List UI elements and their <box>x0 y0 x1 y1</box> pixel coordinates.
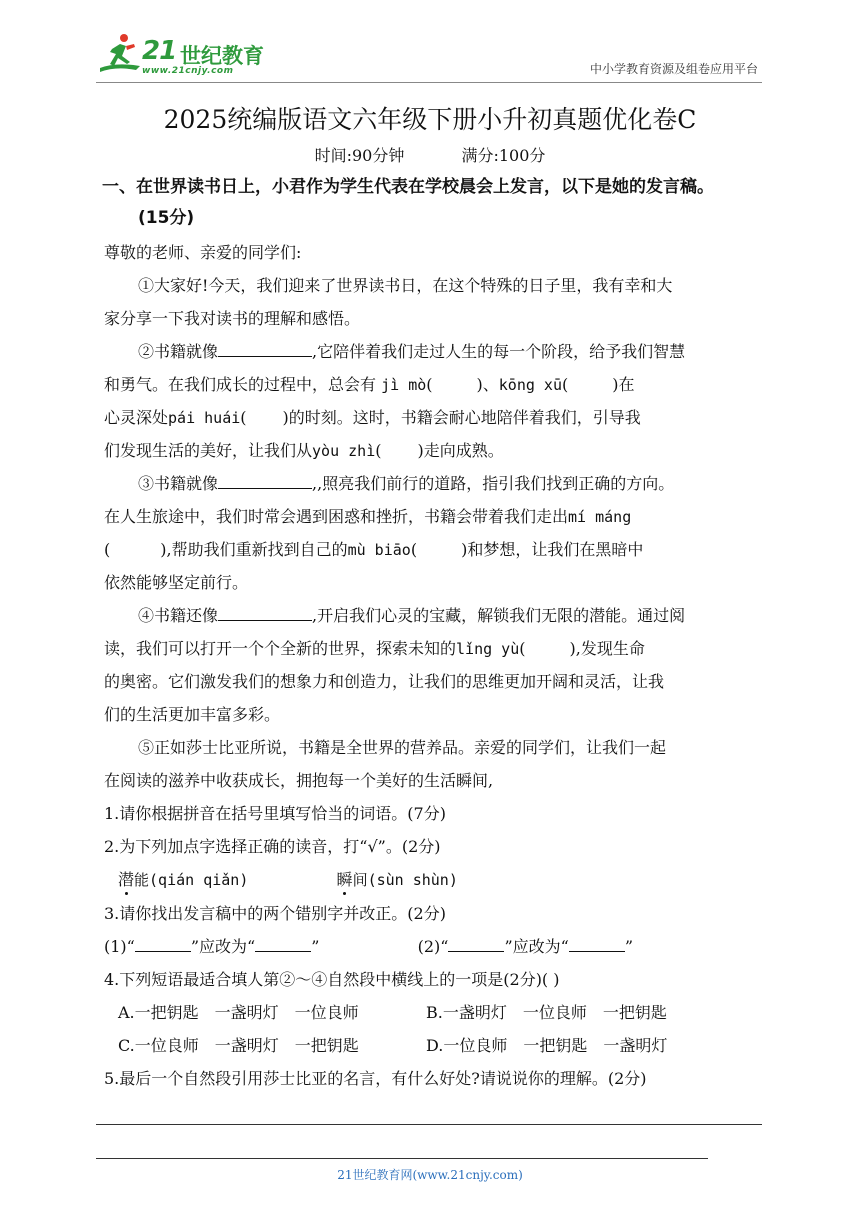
option-c[interactable]: C.一位良师 一盏明灯 一把钥匙 <box>118 1036 359 1055</box>
pinyin: kōng xū <box>498 376 562 394</box>
text: 在人生旅途中，我们时常会遇到困惑和挫折，书籍会带着我们走出 <box>104 507 569 526</box>
answer-line[interactable] <box>96 1124 762 1125</box>
section-heading: 一、在世界读书日上，小君作为学生代表在学校晨会上发言，以下是她的发言稿。 <box>102 177 714 197</box>
text: ”应改为“ <box>190 937 256 956</box>
section-points: (15分) <box>138 208 195 228</box>
pinyin: pái huái <box>168 409 241 427</box>
pinyin: lǐng yù <box>456 640 520 658</box>
paragraph-4-line-4: 们的生活更加丰富多彩。 <box>104 705 281 724</box>
text: ”应改为“ <box>504 937 569 956</box>
pronunciation-choice[interactable]: 间(sùn shùn) <box>352 871 458 889</box>
logo-text: 世纪教育 <box>180 44 264 68</box>
paragraph-1-line-1: ①大家好!今天，我们迎来了世界读书日，在这个特殊的日子里，我有幸和大 <box>138 276 673 295</box>
question-4: 4.下列短语最适合填人第②～④自然段中横线上的一项是(2分)( ) <box>104 970 560 989</box>
logo-url: www.21cnjy.com <box>142 66 234 76</box>
text: 们发现生活的美好，让我们从 <box>104 441 313 460</box>
text: (1)“ <box>104 937 135 956</box>
paragraph-3-line-3: ( ),帮助我们重新找到自己的mù biāo( )和梦想，让我们在黑暗中 <box>104 540 644 559</box>
question-1: 1.请你根据拼音在括号里填写恰当的词语。(7分) <box>104 804 446 823</box>
paragraph-4-line-3: 的奥密。它们激发我们的想象力和创造力，让我们的思维更加开阔和灵活，让我 <box>104 672 665 691</box>
full-score: 满分:100分 <box>461 146 546 165</box>
text: ,帮助我们重新找到自己的 <box>166 540 348 559</box>
text: ②书籍就像 <box>138 342 219 361</box>
pinyin: jì mò <box>381 376 427 394</box>
text: 在 <box>618 375 635 394</box>
option-d[interactable]: D.一位良师 一把钥匙 一盏明灯 <box>426 1036 668 1055</box>
option-a[interactable]: A.一把钥匙 一盏明灯 一位良师 <box>118 1003 359 1022</box>
question-3: 3.请你找出发言稿中的两个错别字并改正。(2分) <box>104 904 446 923</box>
text: ” <box>624 937 633 956</box>
pinyin: mí máng <box>568 508 632 526</box>
footer-link[interactable]: 21世纪教育网(www.21cnjy.com) <box>337 1168 523 1182</box>
fill-blank[interactable] <box>448 937 504 952</box>
text: (2)“ <box>417 937 449 956</box>
runner-logo-icon <box>96 32 144 78</box>
paragraph-5-line-2: 在阅读的滋养中收获成长，拥抱每一个美好的生活瞬间, <box>104 771 494 790</box>
paragraph-2-line-3: 心灵深处pái huái( )的时刻。这时，书籍会耐心地陪伴着我们，引导我 <box>104 408 641 427</box>
footer-divider <box>96 1158 708 1159</box>
fill-blank[interactable] <box>218 342 312 357</box>
platform-name: 中小学教育资源及组卷应用平台 <box>589 62 758 76</box>
paragraph-1-line-2: 家分享一下我对读书的理解和感悟。 <box>104 309 361 328</box>
text: 走向成熟。 <box>423 441 504 460</box>
text: ” <box>311 937 320 956</box>
paragraph-2-line-1 <box>138 341 685 363</box>
logo-number: 21 <box>142 36 177 66</box>
text: 和梦想，让我们在黑暗中 <box>467 540 644 559</box>
question-5: 5.最后一个自然段引用莎士比亚的名言，有什么好处?请说说你的理解。(2分) <box>104 1069 647 1088</box>
pronunciation-choice[interactable]: 能(qián qiǎn) <box>134 871 249 889</box>
greeting: 尊敬的老师、亲爱的同学们: <box>104 243 302 262</box>
text: ,开启我们心灵的宝藏，解锁我们无限的潜能。通过阅 <box>312 606 686 625</box>
fill-blank[interactable] <box>218 474 312 489</box>
exam-info <box>0 143 860 166</box>
paragraph-5-line-1: ⑤正如莎士比亚所说，书籍是全世界的营养品。亲爱的同学们，让我们一起 <box>138 738 667 757</box>
dotted-char: 瞬 <box>336 870 353 889</box>
page-title: 2025统编版语文六年级下册小升初真题优化卷C <box>163 105 697 134</box>
text: ③书籍就像 <box>138 474 219 493</box>
text: 心灵深处 <box>104 408 169 427</box>
question-2-options <box>118 869 458 891</box>
logo <box>96 32 266 78</box>
time-limit: 时间:90分钟 <box>314 146 405 165</box>
text: ,发现生命 <box>575 639 645 658</box>
paragraph-2-line-2: 和勇气。在我们成长的过程中，总会有 jì mò( )、kōng xū( )在 <box>104 375 635 394</box>
fill-blank[interactable] <box>218 606 312 621</box>
pinyin: yòu zhì <box>312 442 376 460</box>
question-3-blanks <box>104 936 633 958</box>
page-header <box>96 30 762 83</box>
fill-blank[interactable] <box>255 937 311 952</box>
text: ④书籍还像 <box>138 606 219 625</box>
paragraph-3-line-1 <box>138 473 674 495</box>
paragraph-4-line-2: 读，我们可以打开一个个全新的世界，探索未知的lǐng yù( ),发现生命 <box>104 639 645 658</box>
text: ,,照亮我们前行的道路，指引我们找到正确的方向。 <box>312 474 675 493</box>
pinyin: mù biāo <box>347 541 411 559</box>
text: 和勇气。在我们成长的过程中，总会有 <box>104 375 377 394</box>
paragraph-4-line-1 <box>138 605 685 627</box>
paragraph-3-line-2 <box>104 506 631 528</box>
fill-blank[interactable] <box>569 937 625 952</box>
dotted-char: 潜 <box>118 870 135 889</box>
text: 的时刻。这时，书籍会耐心地陪伴着我们，引导我 <box>288 408 641 427</box>
text: 、 <box>482 375 499 394</box>
option-b[interactable]: B.一盏明灯 一位良师 一把钥匙 <box>426 1003 667 1022</box>
paragraph-3-line-4: 依然能够坚定前行。 <box>104 573 249 592</box>
paragraph-2-line-4: 们发现生活的美好，让我们从yòu zhì( )走向成熟。 <box>104 441 504 460</box>
question-2: 2.为下列加点字选择正确的读音，打“√”。(2分) <box>104 837 441 856</box>
text: ,它陪伴着我们走过人生的每一个阶段，给予我们智慧 <box>312 342 686 361</box>
text: 读，我们可以打开一个个全新的世界，探索未知的 <box>104 639 457 658</box>
fill-blank[interactable] <box>135 937 191 952</box>
